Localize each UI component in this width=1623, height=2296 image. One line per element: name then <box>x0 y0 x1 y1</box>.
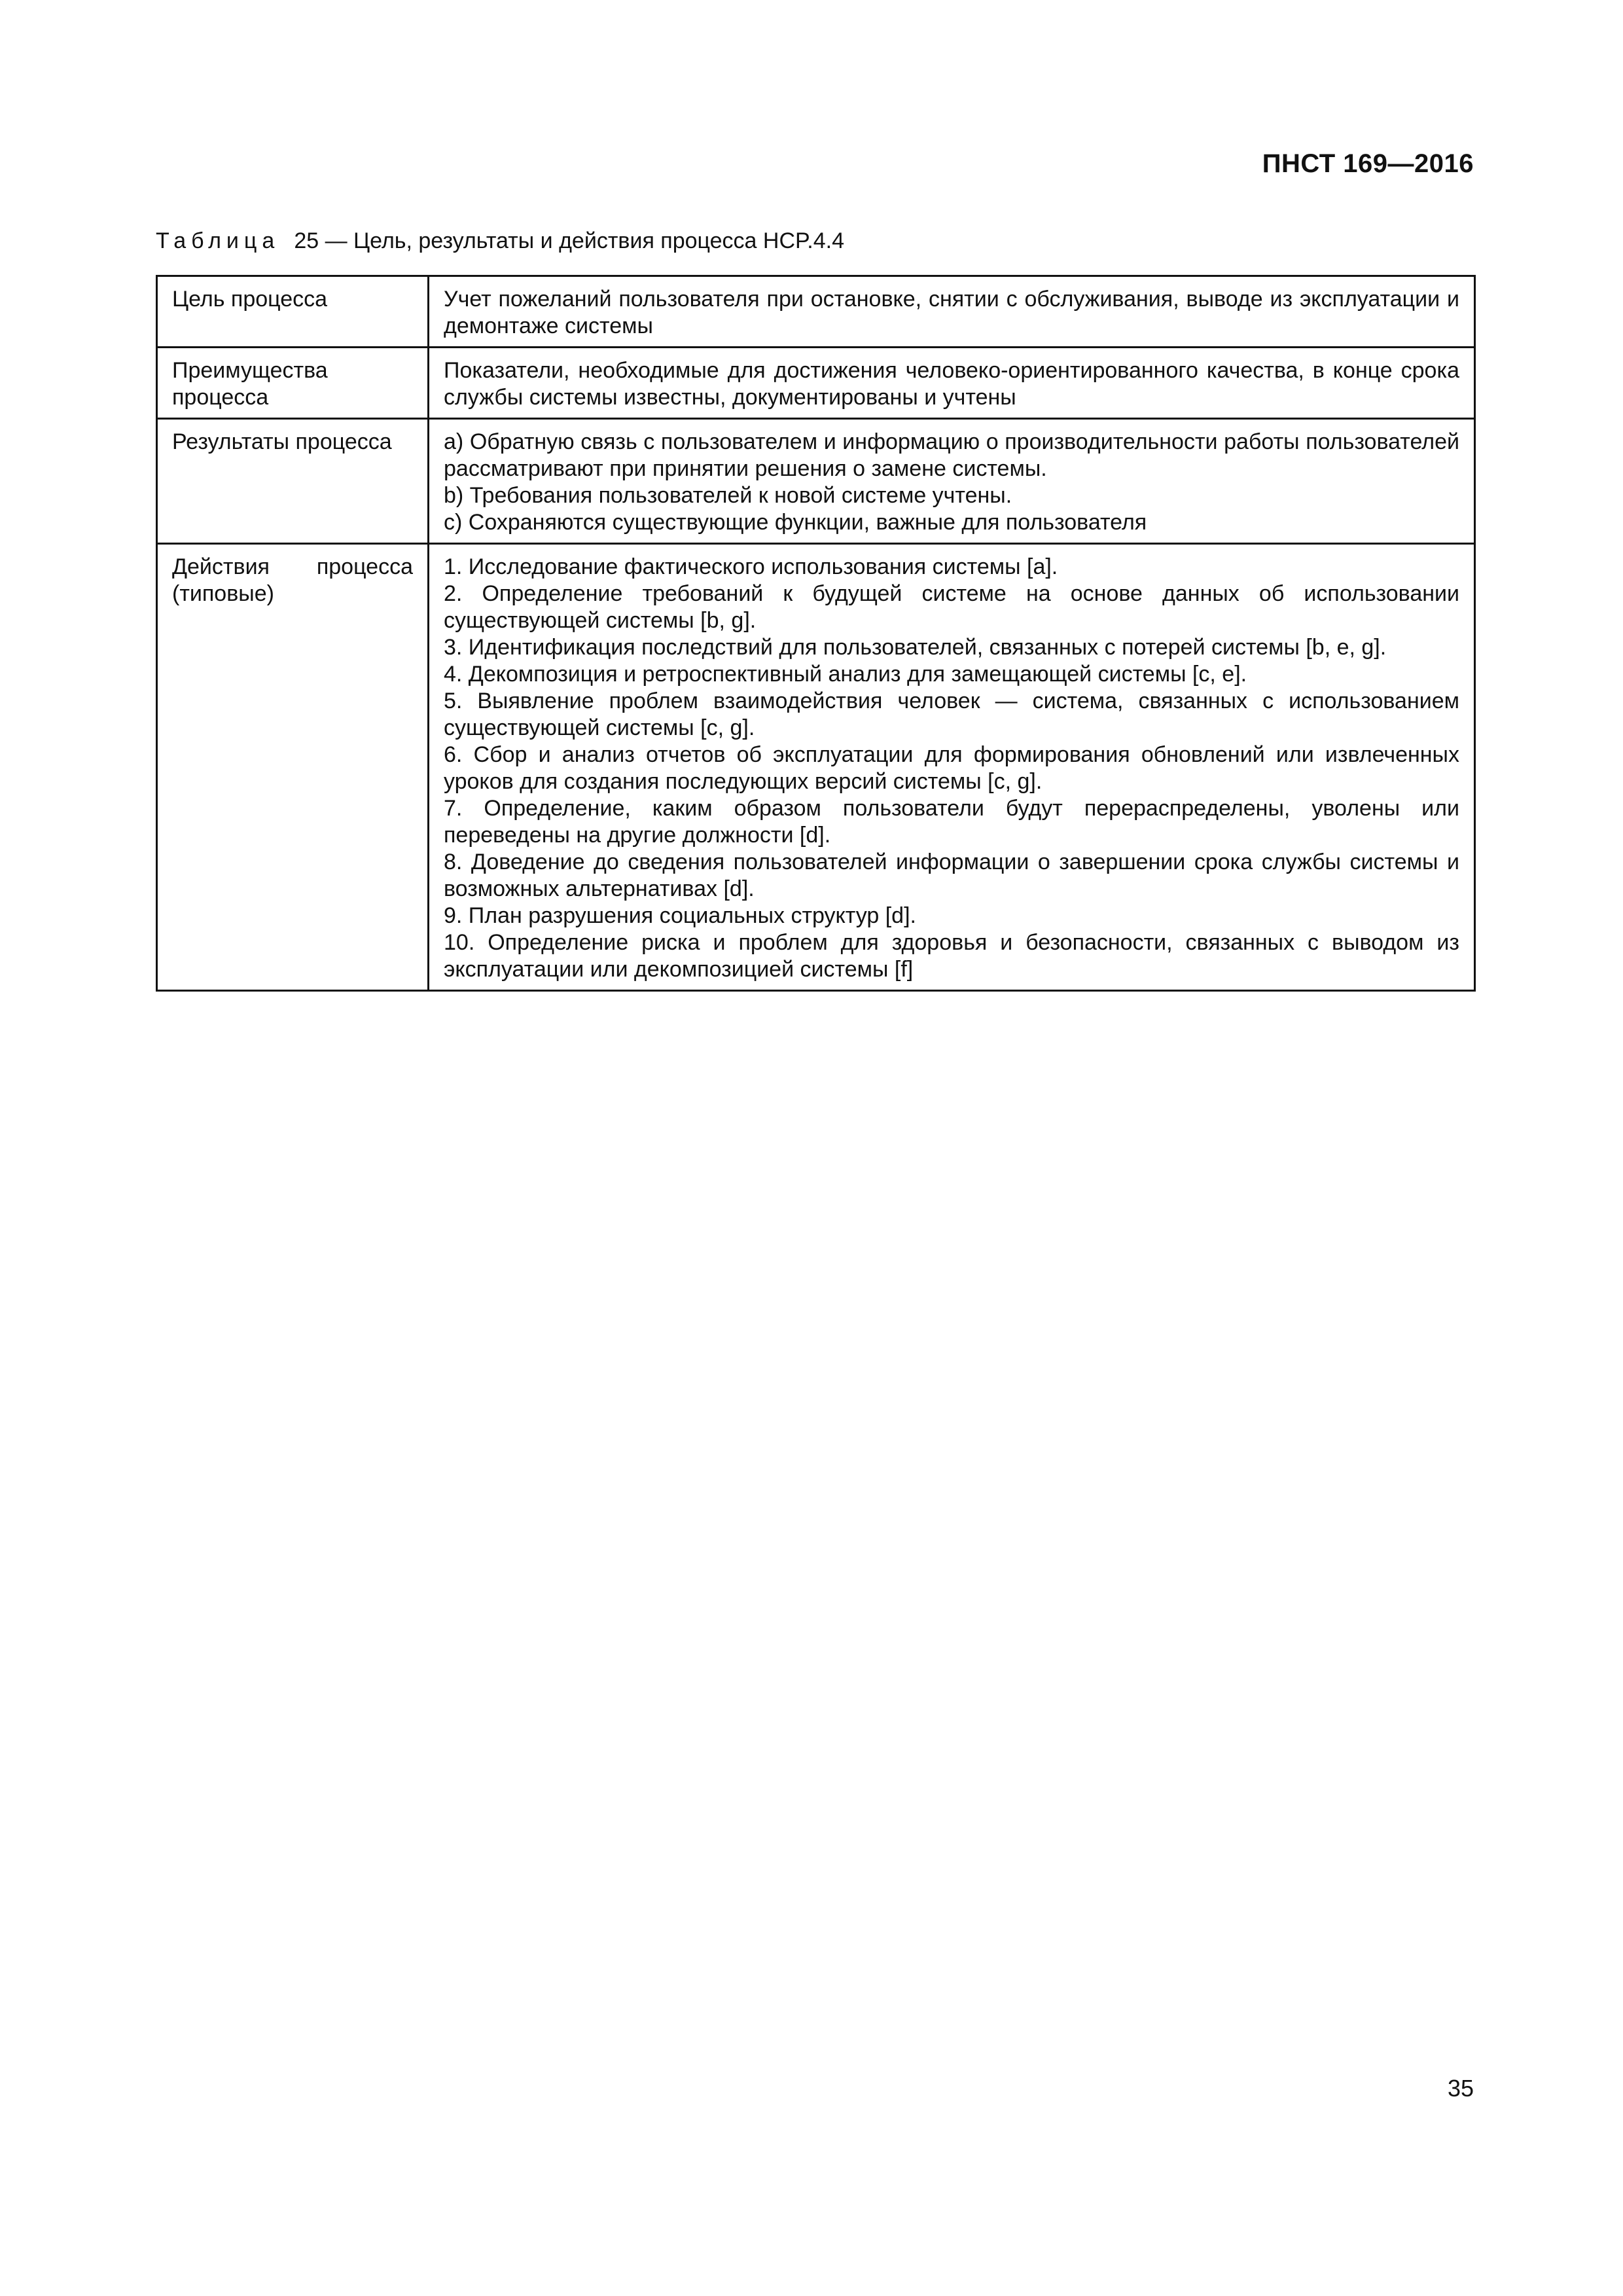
content-line: 6. Сбор и анализ отчетов об эксплуатации для формирования обновлений или извлеченных уроков для создания последующих версий системы [c, g]. <box>444 742 1459 794</box>
row-content <box>429 419 1475 544</box>
table-row <box>157 544 1475 991</box>
content-line: 7. Определение, каким образом пользователи будут перераспределены, уволены или переведены на другие должности [d]. <box>444 796 1459 848</box>
content-line: c) Сохраняются существующие функции, важные для пользователя <box>444 510 1147 535</box>
row-label: Цель процесса <box>157 276 429 348</box>
content-line: 4. Декомпозиция и ретроспективный анализ для замещающей системы [c, e]. <box>444 662 1247 687</box>
row-content <box>429 544 1475 991</box>
content-line: 2. Определение требований к будущей системе на основе данных об использовании существующей системы [b, g]. <box>444 581 1459 633</box>
content-line: b) Требования пользователей к новой системе учтены. <box>444 483 1012 508</box>
content-line: 3. Идентификация последствий для пользователей, связанных с потерей системы [b, e, g]. <box>444 635 1387 660</box>
table-caption-text: 25 — Цель, результаты и действия процесса HCP.4.4 <box>294 228 844 253</box>
row-content <box>429 348 1475 419</box>
table-caption-word: Таблица <box>156 228 280 253</box>
row-label: Действия процесса (типовые) <box>157 544 429 991</box>
page-number: 35 <box>1447 2075 1474 2102</box>
content-line: a) Обратную связь с пользователем и информацию о производительности работы пользователей рассматривают при принятии решения о замене системы. <box>444 429 1459 481</box>
row-label: Результаты процесса <box>157 419 429 544</box>
content-line: Показатели, необходимые для достижения человеко-ориентированного качества, в конце срока службы системы известны, документированы и учтены <box>444 358 1459 410</box>
document-code: ПНСТ 169—2016 <box>1262 149 1474 178</box>
table-caption <box>156 228 844 254</box>
content-line: 8. Доведение до сведения пользователей информации о завершении срока службы системы и возможных альтернативах [d]. <box>444 850 1459 901</box>
table-row <box>157 419 1475 544</box>
row-label: Преимущества процесса <box>157 348 429 419</box>
content-line: 9. План разрушения социальных структур [d]. <box>444 903 916 928</box>
content-line: 1. Исследование фактического использования системы [a]. <box>444 554 1058 579</box>
table-row <box>157 348 1475 419</box>
process-table <box>156 275 1476 992</box>
content-line: 10. Определение риска и проблем для здоровья и безопасности, связанных с выводом из эксплуатации или декомпозицией системы [f] <box>444 930 1459 982</box>
content-line: Учет пожеланий пользователя при остановке, снятии с обслуживания, выводе из эксплуатации и демонтаже системы <box>444 287 1459 338</box>
row-content <box>429 276 1475 348</box>
content-line: 5. Выявление проблем взаимодействия человек — система, связанных с использованием существующей системы [c, g]. <box>444 689 1459 740</box>
table-row <box>157 276 1475 348</box>
